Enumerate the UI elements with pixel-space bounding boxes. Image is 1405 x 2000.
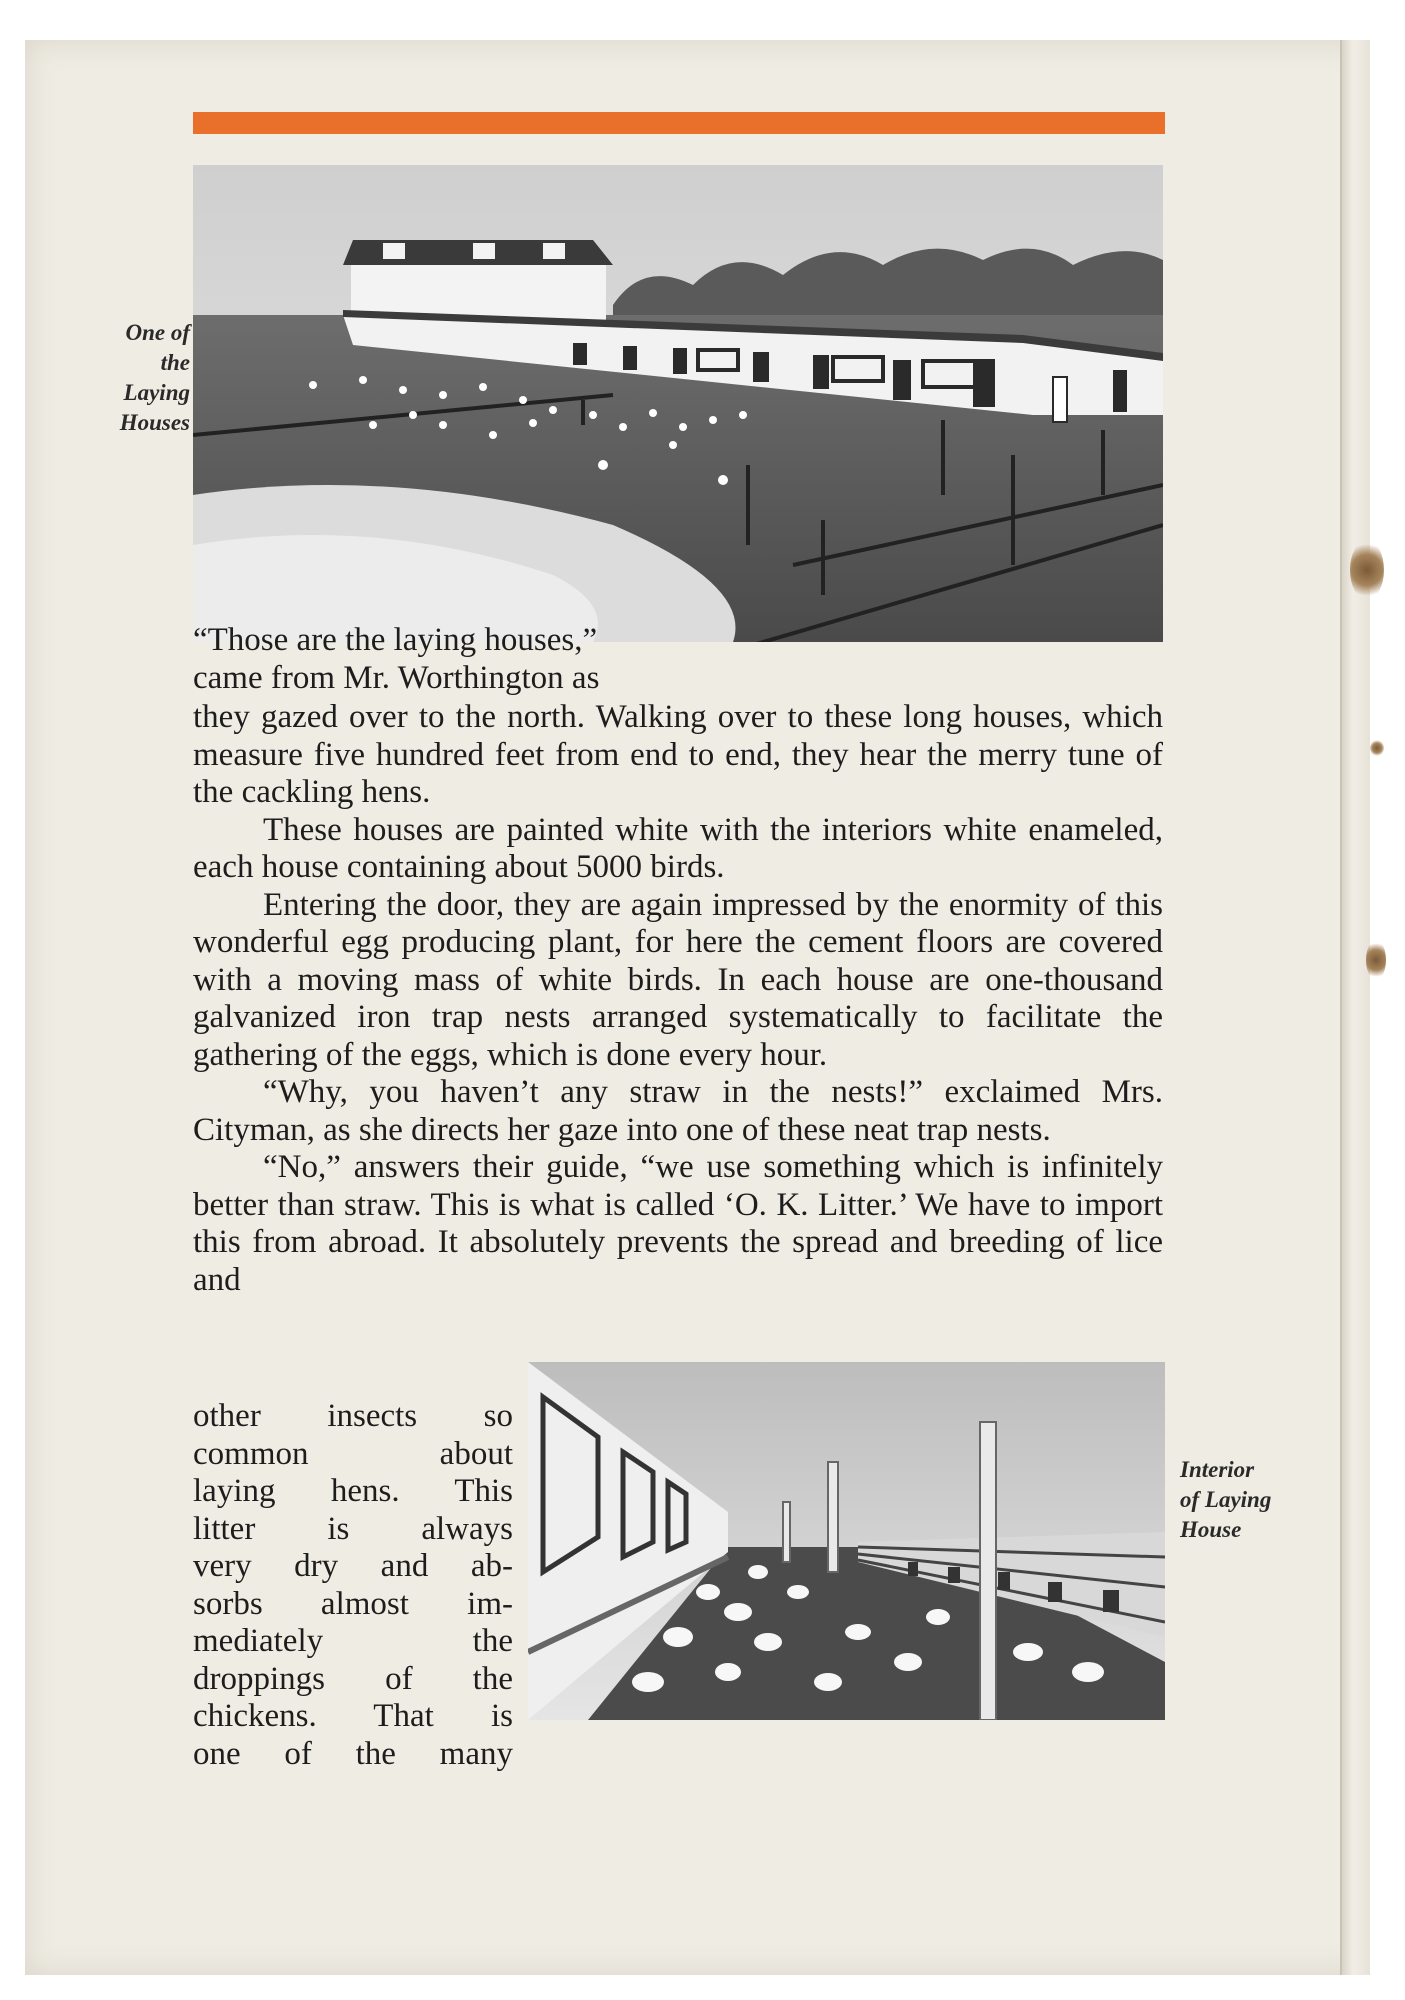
paper-stain (1370, 740, 1384, 756)
laying-houses-photo (193, 165, 1163, 642)
wrap-line: sorbs almost im- (193, 1585, 513, 1622)
wrap-line: very dry and ab- (193, 1548, 513, 1584)
wrap-line: chickens. That is (193, 1698, 513, 1734)
wrapped-column-text (193, 1398, 513, 1773)
paper-stain (1350, 540, 1384, 600)
caption-interior (1180, 1455, 1330, 1545)
caption-laying-houses (75, 318, 190, 438)
orange-header-bar (193, 112, 1165, 134)
body-text (193, 699, 1163, 1299)
wrap-line: one of the many (193, 1735, 513, 1772)
paper-stain (1366, 940, 1386, 980)
wrap-line: common about (193, 1435, 513, 1472)
wrap-line: laying hens. This (193, 1473, 513, 1509)
lead-text (193, 622, 753, 697)
wrap-line: other insects so (193, 1398, 513, 1434)
caption-line: House (1180, 1517, 1242, 1542)
wrap-line: litter is always (193, 1510, 513, 1547)
wrap-line: mediately the (193, 1623, 513, 1659)
caption-line: of Laying (1180, 1487, 1272, 1512)
lead-line-2: came from Mr. Worthington as (193, 659, 600, 696)
caption-line: the (160, 350, 190, 375)
paragraph-3: Entering the door, they are again impressed by the enormity of this wonderful egg producing plant, for here the cement floors are covered with a moving mass of white birds. In each house are one-thousand galvanized iron trap nests arranged systematically to facilitate the gathering of the eggs, which is done every hour. (193, 886, 1163, 1073)
lead-line-1: “Those are the laying houses,” (193, 622, 598, 658)
caption-line: Interior (1180, 1457, 1255, 1482)
caption-line: One of (125, 320, 190, 345)
paragraph-4: “Why, you haven’t any straw in the nests!” exclaimed Mrs. Cityman, as she directs her gaze into one of these neat trap nests. (193, 1074, 1163, 1148)
paragraph-5: “No,” answers their guide, “we use something which is infinitely better than straw. This is what is called ‘O. K. Litter.’ We have to import this from abroad. It absolutely prevents the spread and breeding of lice and (193, 1149, 1163, 1298)
wrap-line: droppings of the (193, 1660, 513, 1697)
interior-laying-house-photo (528, 1362, 1165, 1720)
caption-line: Houses (119, 410, 190, 435)
page-edge (1340, 40, 1370, 1975)
paragraph-1: they gazed over to the north. Walking over to these long houses, which measure five hundred feet from end to end, they hear the merry tune of the cackling hens. (193, 699, 1163, 810)
paragraph-2: These houses are painted white with the interiors white enameled, each house containing about 5000 birds. (193, 811, 1163, 885)
caption-line: Laying (123, 380, 190, 405)
